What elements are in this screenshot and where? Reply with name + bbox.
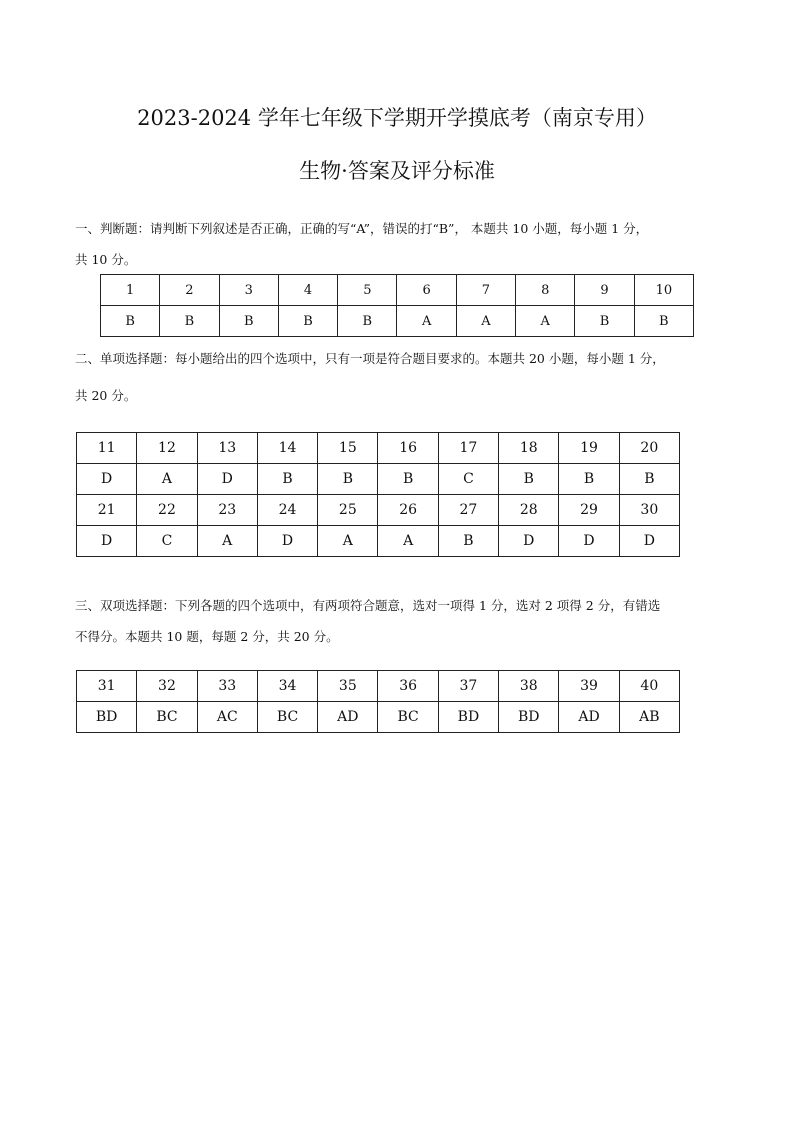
answer-cell: D: [77, 526, 137, 557]
question-number-cell: 35: [318, 671, 378, 702]
answer-row: [77, 526, 680, 557]
question-number-cell: 11: [77, 433, 137, 464]
answer-cell: B: [219, 306, 278, 337]
answer-cell: B: [438, 526, 498, 557]
question-number-cell: 17: [438, 433, 498, 464]
answer-cell: D: [257, 526, 317, 557]
question-number-row: [77, 671, 680, 702]
question-number-cell: 6: [397, 275, 456, 306]
question-number-cell: 15: [318, 433, 378, 464]
answer-cell: B: [318, 464, 378, 495]
question-number-cell: 8: [516, 275, 575, 306]
section3-instruction-line1: 三、双项选择题：下列各题的四个选项中，有两项符合题意，选对一项得 1 分，选对 2 项得 2 分，有错选: [75, 598, 661, 613]
answer-cell: B: [499, 464, 559, 495]
question-number-cell: 18: [499, 433, 559, 464]
answer-cell: D: [499, 526, 559, 557]
question-number-cell: 3: [219, 275, 278, 306]
question-number-cell: 12: [137, 433, 197, 464]
question-number-cell: 26: [378, 495, 438, 526]
question-number-cell: 28: [499, 495, 559, 526]
section1-instruction-line1: 一、判断题：请判断下列叙述是否正确，正确的写“A”，错误的打“B”， 本题共 10 小题，每小题 1 分，: [75, 221, 649, 236]
question-number-cell: 30: [619, 495, 679, 526]
answer-cell: B: [338, 306, 397, 337]
answer-cell: D: [559, 526, 619, 557]
section1-answer-table: [100, 274, 694, 337]
answer-cell: A: [516, 306, 575, 337]
answer-cell: A: [197, 526, 257, 557]
answer-cell: B: [575, 306, 634, 337]
question-number-cell: 7: [456, 275, 515, 306]
question-number-cell: 40: [619, 671, 679, 702]
answer-cell: C: [438, 464, 498, 495]
answer-cell: A: [318, 526, 378, 557]
answer-cell: A: [137, 464, 197, 495]
answer-cell: D: [77, 464, 137, 495]
answer-cell: BD: [77, 702, 137, 733]
answer-cell: D: [197, 464, 257, 495]
section2-answer-table: [76, 432, 680, 557]
question-number-cell: 13: [197, 433, 257, 464]
answer-cell: AD: [559, 702, 619, 733]
answer-cell: B: [378, 464, 438, 495]
question-number-cell: 16: [378, 433, 438, 464]
answer-cell: BD: [499, 702, 559, 733]
answer-cell: AB: [619, 702, 679, 733]
answer-row: [101, 306, 694, 337]
answer-cell: B: [619, 464, 679, 495]
answer-cell: BD: [438, 702, 498, 733]
answer-cell: A: [378, 526, 438, 557]
answer-cell: B: [634, 306, 693, 337]
answer-cell: A: [397, 306, 456, 337]
answer-cell: BC: [257, 702, 317, 733]
answer-cell: B: [257, 464, 317, 495]
question-number-cell: 33: [197, 671, 257, 702]
question-number-cell: 21: [77, 495, 137, 526]
question-number-cell: 39: [559, 671, 619, 702]
answer-cell: B: [559, 464, 619, 495]
question-number-cell: 32: [137, 671, 197, 702]
question-number-cell: 10: [634, 275, 693, 306]
answer-row: [77, 464, 680, 495]
question-number-cell: 5: [338, 275, 397, 306]
question-number-cell: 14: [257, 433, 317, 464]
question-number-cell: 1: [101, 275, 160, 306]
question-number-cell: 34: [257, 671, 317, 702]
question-number-cell: 24: [257, 495, 317, 526]
question-number-cell: 2: [160, 275, 219, 306]
question-number-row: [77, 433, 680, 464]
question-number-cell: 9: [575, 275, 634, 306]
section3-answer-table: [76, 670, 680, 733]
answer-cell: C: [137, 526, 197, 557]
page-subtitle: 生物·答案及评分标准: [299, 159, 495, 183]
question-number-cell: 25: [318, 495, 378, 526]
question-number-cell: 19: [559, 433, 619, 464]
answer-row: [77, 702, 680, 733]
section3-instruction-line2: 不得分。本题共 10 题，每题 2 分，共 20 分。: [75, 629, 339, 644]
section1-instruction-line2: 共 10 分。: [75, 252, 137, 267]
answer-cell: B: [278, 306, 337, 337]
page-title: 2023-2024 学年七年级下学期开学摸底考（南京专用）: [137, 106, 657, 130]
answer-cell: A: [456, 306, 515, 337]
section2-instruction-line1: 二、单项选择题：每小题给出的四个选项中，只有一项是符合题目要求的。本题共 20 小题，每小题 1 分，: [75, 351, 665, 366]
question-number-row: [77, 495, 680, 526]
answer-cell: D: [619, 526, 679, 557]
question-number-cell: 36: [378, 671, 438, 702]
answer-cell: BC: [137, 702, 197, 733]
answer-cell: AC: [197, 702, 257, 733]
section2-instruction-line2: 共 20 分。: [75, 388, 137, 403]
question-number-cell: 31: [77, 671, 137, 702]
answer-cell: AD: [318, 702, 378, 733]
question-number-cell: 27: [438, 495, 498, 526]
answer-cell: BC: [378, 702, 438, 733]
question-number-cell: 29: [559, 495, 619, 526]
question-number-row: [101, 275, 694, 306]
answer-cell: B: [160, 306, 219, 337]
question-number-cell: 4: [278, 275, 337, 306]
question-number-cell: 23: [197, 495, 257, 526]
question-number-cell: 22: [137, 495, 197, 526]
question-number-cell: 38: [499, 671, 559, 702]
question-number-cell: 37: [438, 671, 498, 702]
answer-cell: B: [101, 306, 160, 337]
question-number-cell: 20: [619, 433, 679, 464]
